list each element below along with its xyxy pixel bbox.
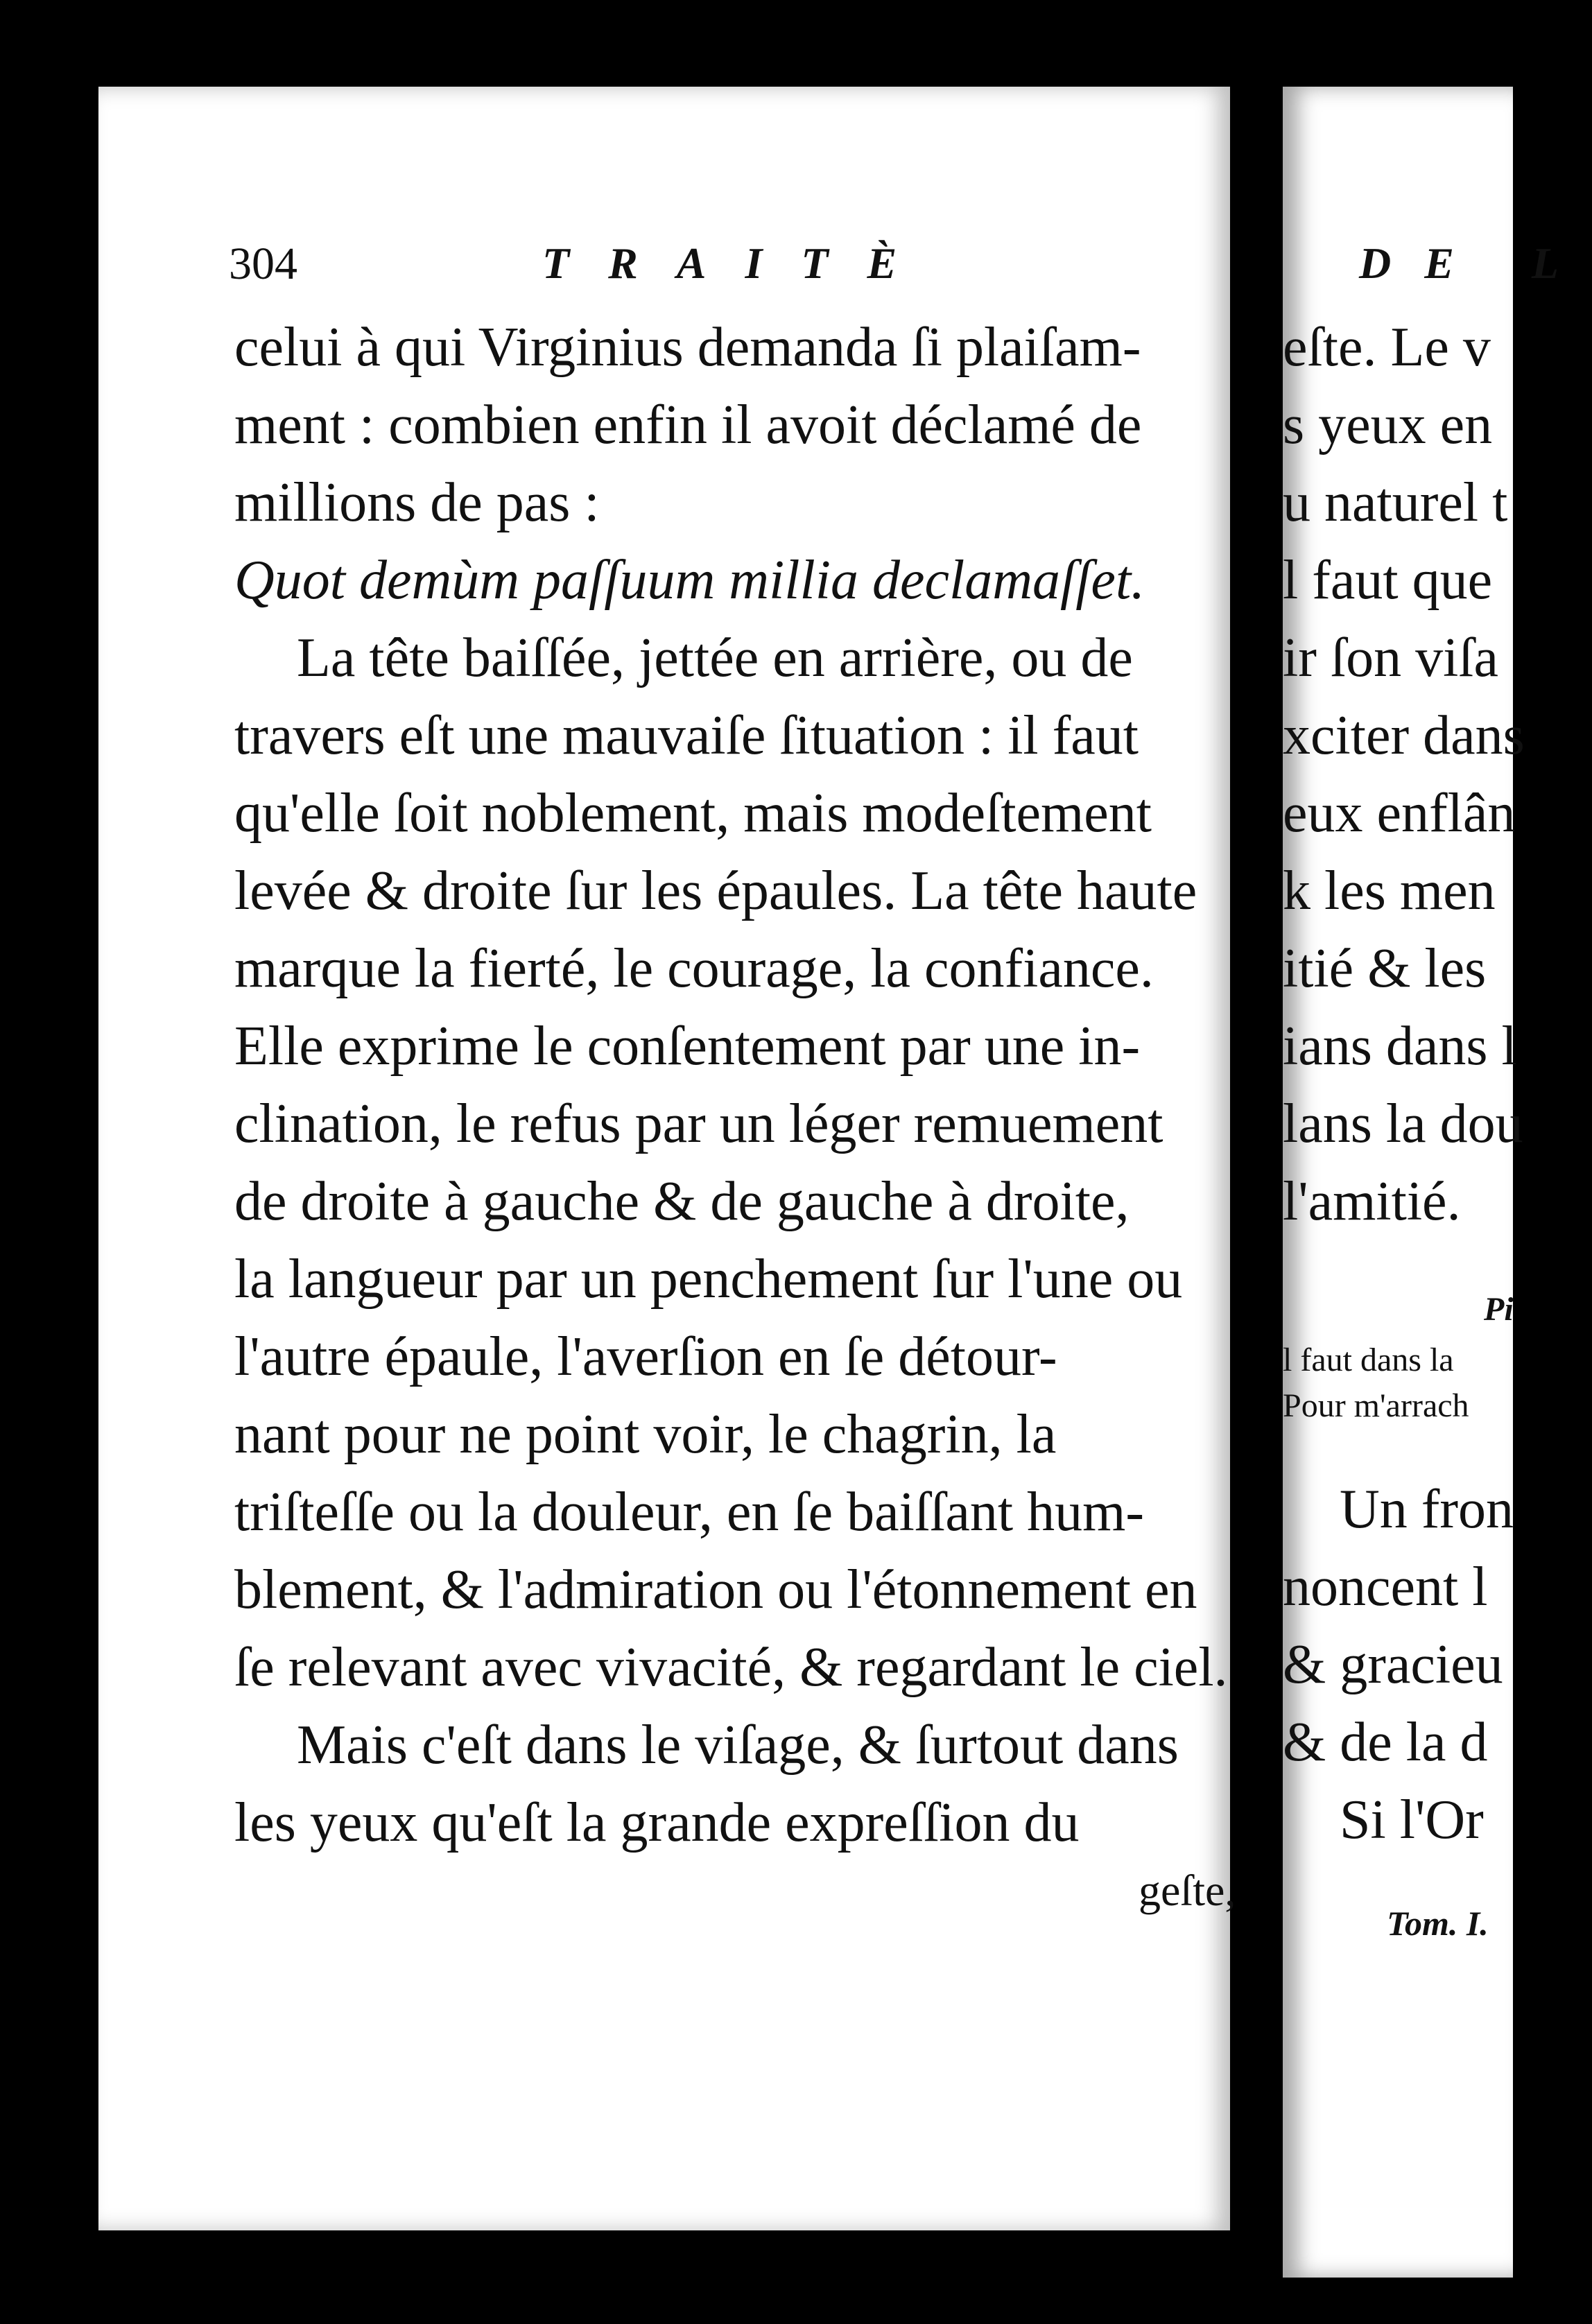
right-footer-signature: Tom. I. (1387, 1904, 1489, 1943)
text-line: u naturel t (1283, 472, 1508, 533)
text-line: ians dans l (1283, 1016, 1517, 1077)
text-line: celui à qui Virginius demanda ſi plaiſam- (234, 317, 1141, 378)
text-line: ment : combien enfin il avoit déclamé de (234, 394, 1142, 456)
text-line: eux enflân (1283, 783, 1516, 844)
text-line: k les men (1283, 860, 1496, 921)
text-line: itié & les (1283, 938, 1487, 999)
text-line: de droite à gauche & de gauche à droite, (234, 1171, 1130, 1232)
text-line: & de la d (1283, 1712, 1488, 1773)
text-line: Quot demùm paſſuum millia declamaſſet. (234, 550, 1145, 611)
right-running-head: DE L (1359, 239, 1592, 288)
page-number: 304 (229, 239, 297, 289)
text-line: ſe relevant avec vivacité, & regardant le ciel. (234, 1637, 1228, 1698)
text-line: triſteſſe ou la douleur, en ſe baiſſant hum- (234, 1482, 1144, 1543)
text-line: travers eſt une mauvaiſe ſituation : il faut (234, 705, 1139, 766)
text-line: levée & droite ſur les épaules. La tête haute (234, 860, 1197, 921)
text-line: l faut que (1283, 550, 1493, 611)
text-line: marque la fierté, le courage, la confiance. (234, 938, 1154, 999)
text-line: l'amitié. (1283, 1171, 1461, 1232)
text-line: & gracieu (1283, 1634, 1503, 1695)
text-line: les yeux qu'eſt la grande expreſſion du (234, 1792, 1080, 1853)
text-line: blement, & l'admiration ou l'étonnement en (234, 1559, 1197, 1620)
running-head-title: TRAITÈ (542, 239, 936, 288)
text-line: lans la dou (1283, 1093, 1523, 1154)
text-line: La tête baiſſée, jettée en arrière, ou de (297, 627, 1133, 688)
left-page (98, 87, 1236, 2230)
text-line: clination, le refus par un léger remuement (234, 1093, 1163, 1154)
text-line: la langueur par un penchement ſur l'une ou (234, 1249, 1183, 1310)
text-line: noncent l (1283, 1556, 1488, 1618)
catchword: geſte, (1139, 1866, 1236, 1915)
text-line: Si l'Or (1340, 1789, 1484, 1850)
text-line: qu'elle ſoit noblement, mais modeſtement (234, 783, 1152, 844)
text-line: ir ſon viſa (1283, 627, 1499, 688)
small-text-line: Pour m'arrach (1283, 1387, 1469, 1424)
text-line: nant pour ne point voir, le chagrin, la (234, 1404, 1057, 1465)
text-line: s yeux en (1283, 394, 1493, 456)
right-small-label: Pi (1484, 1291, 1514, 1328)
body-text (234, 309, 1330, 1862)
text-line: eſte. Le v (1283, 317, 1491, 378)
right-body-text (1283, 309, 1525, 1859)
running-head (98, 238, 1230, 300)
text-line: Un fron (1340, 1479, 1514, 1540)
small-text-line: l faut dans la (1283, 1342, 1454, 1378)
text-line: xciter dans (1283, 705, 1525, 766)
text-line: Mais c'eſt dans le viſage, & ſurtout dans (297, 1715, 1179, 1776)
text-line: l'autre épaule, l'averſion en ſe détour- (234, 1326, 1057, 1387)
right-page (1283, 87, 1592, 2278)
text-line: Elle exprime le conſentement par une in- (234, 1016, 1141, 1077)
text-line: millions de pas : (234, 472, 600, 533)
